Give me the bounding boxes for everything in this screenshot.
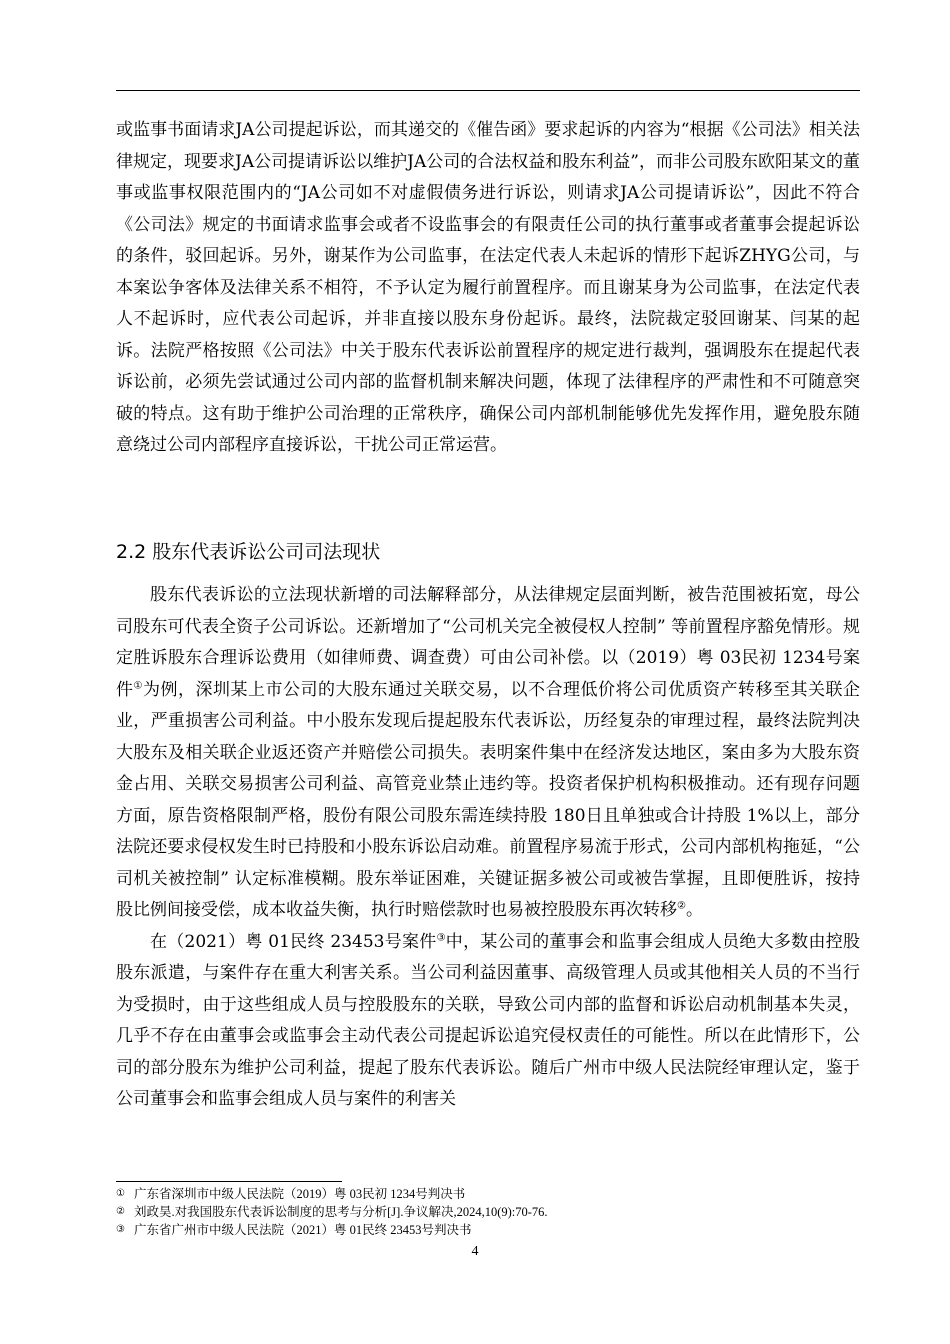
body-paragraph-1: 或监事书面请求JA公司提起诉讼，而其递交的《催告函》要求起诉的内容为“根据《公司法》相关法律规定，现要求JA公司提请诉讼以维护JA公司的合法权益和股东利益”，而非公司股东欧阳某文的董事或监事权限范围内的“JA公司如不对虚假债务进行诉讼，则请求JA公司提请诉讼”，因此不符合《公司法》规定的书面请求监事会或者不设监事会的有限责任公司的执行董事或者董事会提起诉讼的条件，驳回起诉。另外，谢某作为公司监事，在法定代表人未起诉的情形下起诉ZHYG公司，与本案讼争客体及法律关系不相符，不予认定为履行前置程序。而且谢某身为公司监事，在法定代表人不起诉时，应代表公司起诉，并非直接以股东身份起诉。最终，法院裁定驳回谢某、闫某的起诉。法院严格按照《公司法》中关于股东代表诉讼前置程序的规定进行裁判，强调股东在提起代表诉讼前，必须先尝试通过公司内部的监督机制来解决问题，体现了法律程序的严肃性和不可随意突破的特点。这有助于维护公司治理的正常秩序，确保公司内部机制能够优先发挥作用，避免股东随意绕过公司内部程序直接诉讼，干扰公司正常运营。 bbox=[116, 120, 860, 455]
footnote-3 bbox=[116, 1221, 860, 1239]
section-heading: 2.2 股东代表诉讼公司司法现状 bbox=[116, 541, 381, 563]
paragraph-2-text-b: 为例，深圳某上市公司的大股东通过关联交易，以不合理低价将公司优质资产转移至其关联企业，严重损害公司利益。中小股东发现后提起股东代表诉讼，历经复杂的审理过程，最终法院判决大股东及相关联企业返还资产并赔偿公司损失。表明案件集中在经济发达地区，案由多为大股东资金占用、关联交易损害公司利益、高管竞业禁止违约等。投资者保护机构积极推动。还有现存问题方面，原告资格限制严格，股份有限公司股东需连续持股 180日且单独或合计持股 1%以上，部分法院还要求侵权发生时已持股和小股东诉讼启动难。前置程序易流于形式，公司内部机构拖延，“公司机关被控制” 认定标准模糊。股东举证困难，关键证据多被公司或被告掌握，且即便胜诉，按持股比例间接受偿，成本收益失衡，执行时赔偿款时也易被控股股东再次转移 bbox=[116, 679, 861, 920]
paragraph-2-text-c: 。 bbox=[685, 900, 703, 920]
footnote-ref-3[interactable]: ③ bbox=[436, 931, 446, 943]
footnote-mark: ① bbox=[116, 1188, 125, 1199]
paragraph-3-text-a: 在（2021）粤 01民终 23453号案件 bbox=[150, 931, 437, 952]
page-number: 4 bbox=[471, 1244, 479, 1259]
section-body bbox=[116, 580, 860, 1116]
body-paragraph-3 bbox=[116, 927, 860, 1116]
footnote-separator bbox=[116, 1181, 342, 1182]
paragraph-2-text-a: 股东代表诉讼的立法现状新增的司法解释部分，从法律规定层面判断，被告范围被拓宽，母公司股东可代表全资子公司诉讼。还新增加了“公司机关完全被侵权人控制” 等前置程序豁免情形。规定胜诉股东合理诉讼费用（如律师费、调查费）可由公司补偿。以（2019）粤 03民初 1234号案件 bbox=[116, 585, 860, 700]
footnote-text: 广东省广州市中级人民法院（2021）粤 01民终 23453号判决书 bbox=[134, 1223, 472, 1237]
footnote-mark: ② bbox=[116, 1206, 125, 1217]
footnote-1 bbox=[116, 1185, 860, 1203]
footnote-text: 刘政昊.对我国股东代表诉讼制度的思考与分析[J].争议解决,2024,10(9):70-76. bbox=[134, 1205, 548, 1219]
header-rule bbox=[116, 90, 860, 91]
footnote-text: 广东省深圳市中级人民法院（2019）粤 03民初 1234号判决书 bbox=[134, 1187, 466, 1201]
footnote-2 bbox=[116, 1203, 860, 1221]
footnotes bbox=[116, 1185, 860, 1239]
body-paragraph-2 bbox=[116, 580, 860, 927]
footnote-ref-1[interactable]: ① bbox=[133, 679, 143, 691]
paragraph-3-text-b: 中，某公司的董事会和监事会组成人员绝大多数由控股股东派遣，与案件存在重大利害关系。当公司利益因董事、高级管理人员或其他相关人员的不当行为受损时，由于这些组成人员与控股股东的关联，导致公司内部的监督和诉讼启动机制基本失灵，几乎不存在由董事会或监事会主动代表公司提起诉讼追究侵权责任的可能性。所以在此情形下，公司的部分股东为维护公司利益，提起了股东代表诉讼。随后广州市中级人民法院经审理认定，鉴于公司董事会和监事会组成人员与案件的利害关 bbox=[116, 931, 860, 1109]
footnote-mark: ③ bbox=[116, 1224, 125, 1235]
footnote-ref-2[interactable]: ② bbox=[677, 900, 686, 912]
